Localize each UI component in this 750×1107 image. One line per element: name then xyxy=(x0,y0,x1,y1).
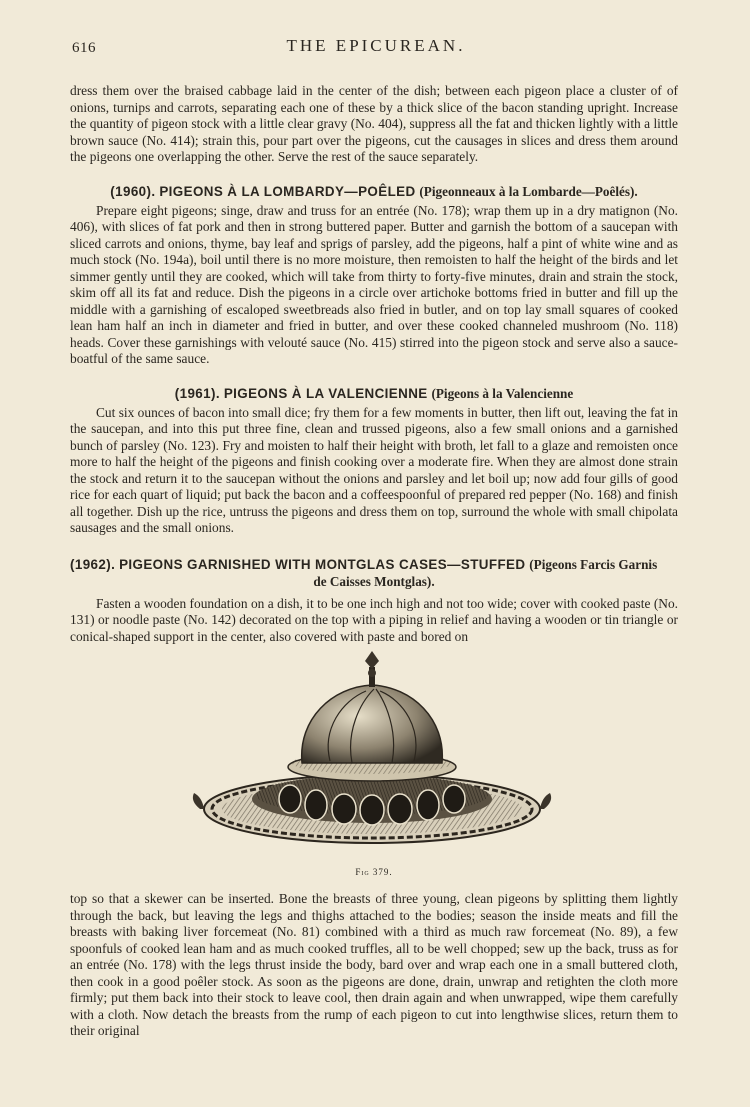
recipe-body-1961: Cut six ounces of bacon into small dice; fry them for a few moments in butter, then lift out, leaving the fat in the saucepan, and into this put three fine, clean and trussed pigeons, also a few small onions and a garnished bunch of parsley (No. 123). Fry and moisten to half their height with broth, let fall to a glaze and remoisten once more to half the height of the pigeons and finish cooking over a moderate fire. When they are almost done strain the stock and return it to the saucepan without the onions and parsley and let boil up; now add four gills of good rice for each quart of liquid; put back the bacon and a coffeespoonful of prepared red pepper (No. 168) and finish all together. Dish up the rice, untruss the pigeons and dress them on top, surround the whole with small chipolata sausages and the small onions. xyxy=(70,404,678,535)
page-header xyxy=(72,36,680,60)
recipe-title: PIGEONS À LA LOMBARDY—POÊLED xyxy=(159,183,416,199)
figure-caption: Fig 379. xyxy=(355,867,393,877)
recipe-french-title-part2: de Caisses Montglas). xyxy=(313,573,435,589)
pigeon-dish-engraving xyxy=(70,649,678,879)
recipe-heading-1962 xyxy=(70,556,678,590)
recipe-number: (1961). xyxy=(174,385,220,401)
recipe-body-1962-part1: Fasten a wooden foundation on a dish, it to be one inch high and not too wide; cover with cooked paste (No. 131) or noodle paste (No. 142) decorated on the top with a piping in relief and having a wooden or tin triangle or conical-shaped support in the center, also covered with paste and bored on xyxy=(70,595,678,644)
recipe-french-title-part1: (Pigeons Farcis Garnis xyxy=(529,556,658,572)
running-title: THE EPICUREAN. xyxy=(286,36,466,55)
recipe-title: PIGEONS À LA VALENCIENNE xyxy=(223,385,428,401)
recipe-french-title: (Pigeonneaux à la Lombarde—Poêlés). xyxy=(419,183,638,199)
recipe-heading-1961 xyxy=(70,385,678,402)
recipe-heading-1960 xyxy=(70,183,678,200)
recipe-number: (1962). xyxy=(70,556,116,572)
recipe-body-1960: Prepare eight pigeons; singe, draw and truss for an entrée (No. 178); wrap them up in a dry matignon (No. 406), with slices of fat pork and then in strong buttered paper. Butter and garnish the bottom of a saucepan with sliced carrots and onions, thyme, bay leaf and sprigs of parsley, add the pigeons, half a pint of white wine and as much stock (No. 194a), boil until there is no more moisture, then remoisten to half the height of the birds and let simmer gently until they are cooked, which will take from thirty to forty-five minutes, drain and strain the stock, skim off all its fat and reduce. Dish the pigeons in a circle over artichoke bottoms fried in butter and fill up the middle with a garnishing of escaloped sweetbreads also fried in butler, and on top lay small squares of cooked lean ham half an inch in diameter and fried in butter, and over these cooked channeled mushroom (No. 118) heads. Cover these garnishings with velouté sauce (No. 415) stirred into the pigeon stock and serve also a sauce-boatful of the same sauce. xyxy=(70,202,678,366)
figure-379 xyxy=(70,649,678,887)
recipe-french-title: (Pigeons à la Valencienne xyxy=(431,385,574,401)
page-number: 616 xyxy=(72,40,96,56)
page-body xyxy=(70,83,678,1040)
recipe-body-1962-part2: top so that a skewer can be inserted. Bone the breasts of three young, clean pigeons by splitting them lightly through the back, but leaving the legs and thighs attached to the bodies; season the inside meats and fill the breasts with baking liver forcemeat (No. 81) combined with a third as much raw forcemeat (No. 89), a few spoonfuls of cooked lean ham and as much cooked truffles, all to be well chopped; sew up the back, truss as for an entrée (No. 178) with the legs thrust inside the body, bard over and wrap each one in a small buttered cloth, then cook in a good poêler stock. As soon as the pigeons are done, drain, unwrap and retighten the cloth more firmly; put them back into their stock to leave cool, then drain again and when unwrapped, wipe them carefully with a cloth. Now detach the breasts from the rump of each pigeon to cut into lengthwise slices, return them to their original xyxy=(70,891,678,1038)
recipe-number: (1960). xyxy=(110,183,156,199)
recipe-title: PIGEONS GARNISHED WITH MONTGLAS CASES—STUFFED xyxy=(119,556,526,572)
continued-paragraph: dress them over the braised cabbage laid in the center of the dish; between each pigeon place a cluster of of onions, turnips and carrots, separating each one of these by a thick slice of the bacon standing upright. Increase the quantity of pigeon stock with a little clear gravy (No. 404), suppress all the fat and thicken lightly with a little brown sauce (No. 414); strain this, pour part over the pigeons, cut the causages in slices and dress them around the pigeons one overlapping the other. Serve the rest of the sauce separately. xyxy=(70,83,678,164)
